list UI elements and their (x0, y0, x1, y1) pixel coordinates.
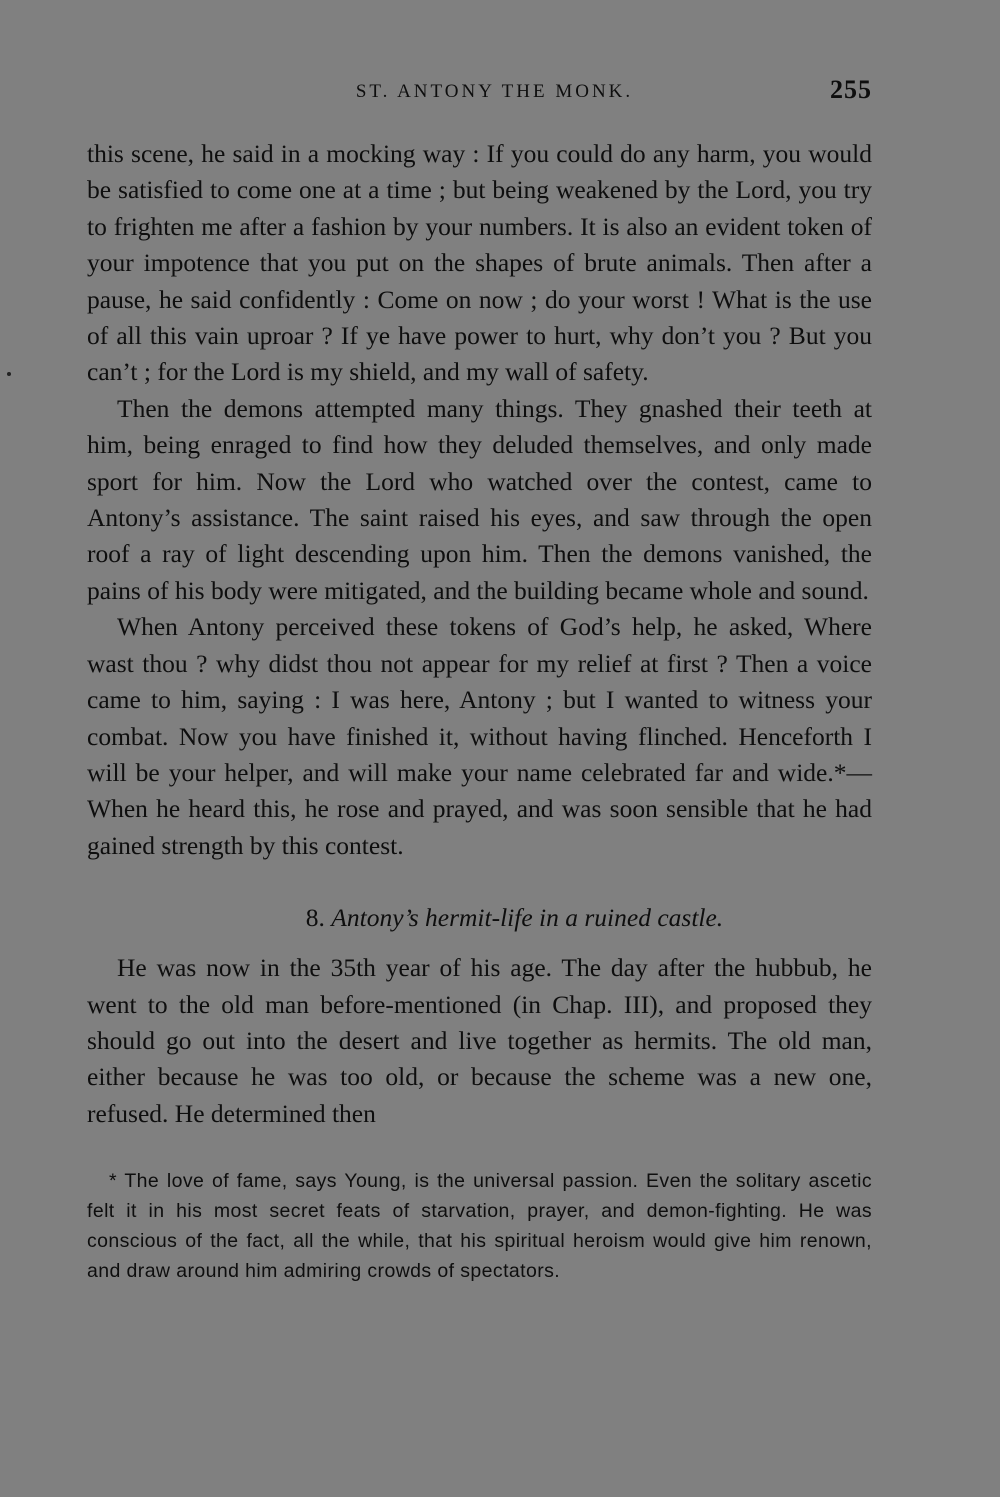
running-title: ST. ANTONY THE MONK. (355, 81, 634, 102)
margin-speck (7, 372, 11, 376)
paragraph-demons: Then the demons attempted many things. They gnashed their teeth at him, being enraged to find how they deluded themselves, and only made sport for him. Now the Lord who watched over the contest, came to Antony’s assistance. The saint raised his eyes, and saw through the open roof a ray of light descending upon him. Then the demons vanished, the pains of his body were mitigated, and the building became whole and sound. (87, 393, 872, 605)
section-number: 8. (305, 903, 325, 933)
paragraph-voice: When Antony perceived these tokens of God’s help, he asked, Where wast thou ? why didst thou not appear for my relief at first ? Then a voice came to him, saying : I was here, Antony ; but I wanted to witness your combat. Now you have finished it, without having flinched. Henceforth I will be your helper, and will make your name celebrated far and wide.*— When he heard this, he rose and prayed, and was soon sensible that he had gained strength by this contest. (87, 612, 872, 860)
page-number: 255 (830, 75, 872, 104)
footnote-text: * The love of fame, says Young, is the universal passion. Even the solitary ascetic felt it in his most secret feats of starvation, prayer, and demon-fighting. He was conscious of the fact, all the while, that his spiritual heroism would give him renown, and draw around him admiring crowds of spectators. (87, 1170, 872, 1283)
body-text (87, 136, 872, 1132)
running-head (87, 75, 872, 109)
section-heading (87, 900, 872, 936)
footnote (87, 1166, 872, 1286)
paragraph-hermit-life: He was now in the 35th year of his age. The day after the hubbub, he went to the old man before-mentioned (in Chap. III), and proposed they should go out into the desert and live together as hermits. The old man, either because he was too old, or because the scheme was a new one, refused. He determined then (87, 953, 872, 1128)
section-title: Antony’s hermit-life in a ruined castle. (331, 903, 724, 933)
book-page (87, 75, 872, 1286)
paragraph-continuation: this scene, he said in a mocking way : If you could do any harm, you would be satisfied to come one at a time ; but being weakened by the Lord, you try to frighten me after a fashion by your numbers. It is also an evident token of your impotence that you put on the shapes of brute animals. Then after a pause, he said confidently : Come on now ; do your worst ! What is the use of all this vain uproar ? If ye have power to hurt, why don’t you ? But you can’t ; for the Lord is my shield, and my wall of safety. (87, 139, 872, 387)
